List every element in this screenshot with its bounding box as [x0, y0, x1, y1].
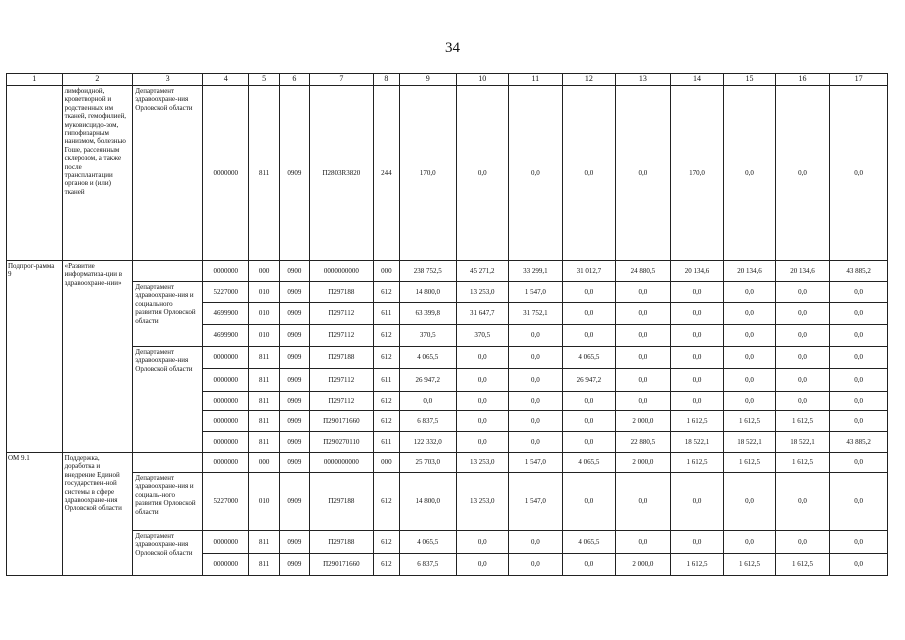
- value-cell: 811: [249, 432, 279, 453]
- value-cell: 2 000,0: [616, 453, 671, 473]
- value-cell: 1 612,5: [775, 411, 830, 432]
- value-cell: 0,0: [456, 347, 509, 369]
- value-cell: 0,0: [509, 347, 563, 369]
- executor-cell: [133, 453, 203, 473]
- value-cell: 010: [249, 282, 279, 303]
- value-cell: 0,0: [830, 411, 888, 432]
- value-cell: 0,0: [562, 432, 616, 453]
- value-cell: 0,0: [509, 531, 563, 554]
- value-cell: 010: [249, 325, 279, 347]
- value-cell: 0,0: [724, 369, 776, 392]
- value-cell: 0,0: [775, 392, 830, 411]
- value-cell: 0,0: [456, 369, 509, 392]
- column-header-3: 3: [133, 74, 203, 86]
- value-cell: П2803R3820: [310, 86, 374, 261]
- value-cell: 811: [249, 392, 279, 411]
- value-cell: 0,0: [670, 369, 724, 392]
- value-cell: 0,0: [616, 369, 671, 392]
- value-cell: 611: [373, 303, 399, 325]
- value-cell: 1 612,5: [775, 554, 830, 576]
- column-header-5: 5: [249, 74, 279, 86]
- value-cell: 0,0: [670, 473, 724, 531]
- value-cell: 811: [249, 554, 279, 576]
- value-cell: 0,0: [456, 432, 509, 453]
- value-cell: 2 000,0: [616, 411, 671, 432]
- column-header-12: 12: [562, 74, 616, 86]
- value-cell: 170,0: [670, 86, 724, 261]
- value-cell: 0,0: [616, 473, 671, 531]
- value-cell: 0,0: [775, 282, 830, 303]
- column-header-17: 17: [830, 74, 888, 86]
- program-cell: ОМ 9.1: [7, 453, 63, 576]
- value-cell: 0000000: [202, 411, 248, 432]
- value-cell: 0000000: [202, 554, 248, 576]
- value-cell: 0,0: [509, 554, 563, 576]
- value-cell: 1 612,5: [670, 453, 724, 473]
- value-cell: 0,0: [775, 325, 830, 347]
- value-cell: П290270110: [310, 432, 374, 453]
- description-cell: лимфоидной, кроветворной и родственных им тканей, гемофилией, муковисцидо-зом, гипофизарным нанизмом, болезнью Гоше, рассеянным склерозом, а также после трансплантации органов и (или) тканей: [62, 86, 133, 261]
- value-cell: 6 837,5: [399, 554, 456, 576]
- value-cell: 0,0: [616, 86, 671, 261]
- value-cell: 0,0: [509, 432, 563, 453]
- executor-cell: Департамент здравоохране-ния и социального развития Орловской области: [133, 282, 203, 347]
- value-cell: 811: [249, 86, 279, 261]
- value-cell: 0,0: [616, 347, 671, 369]
- value-cell: 0,0: [830, 86, 888, 261]
- value-cell: 244: [373, 86, 399, 261]
- value-cell: 000: [373, 261, 399, 282]
- value-cell: 0,0: [724, 86, 776, 261]
- value-cell: 0909: [279, 369, 309, 392]
- value-cell: 1 612,5: [724, 554, 776, 576]
- value-cell: 1 547,0: [509, 453, 563, 473]
- value-cell: 1 547,0: [509, 282, 563, 303]
- value-cell: П297112: [310, 369, 374, 392]
- value-cell: П297112: [310, 303, 374, 325]
- value-cell: 0,0: [562, 554, 616, 576]
- value-cell: 0,0: [724, 347, 776, 369]
- value-cell: 6 837,5: [399, 411, 456, 432]
- value-cell: 0,0: [775, 531, 830, 554]
- value-cell: П290171660: [310, 554, 374, 576]
- value-cell: 63 399,8: [399, 303, 456, 325]
- value-cell: П297188: [310, 531, 374, 554]
- value-cell: 0,0: [509, 325, 563, 347]
- executor-cell: [133, 261, 203, 282]
- column-header-4: 4: [202, 74, 248, 86]
- value-cell: 20 134,6: [775, 261, 830, 282]
- value-cell: 0,0: [509, 369, 563, 392]
- value-cell: 4 065,5: [562, 347, 616, 369]
- value-cell: 31 012,7: [562, 261, 616, 282]
- value-cell: 0,0: [456, 411, 509, 432]
- value-cell: П297112: [310, 392, 374, 411]
- value-cell: 0,0: [670, 303, 724, 325]
- value-cell: 0,0: [670, 531, 724, 554]
- value-cell: 0,0: [562, 473, 616, 531]
- value-cell: 18 522,1: [724, 432, 776, 453]
- value-cell: 2 000,0: [616, 554, 671, 576]
- value-cell: 0,0: [562, 325, 616, 347]
- value-cell: 0,0: [509, 411, 563, 432]
- value-cell: 1 612,5: [670, 411, 724, 432]
- value-cell: 612: [373, 392, 399, 411]
- value-cell: 000: [373, 453, 399, 473]
- value-cell: 0,0: [670, 392, 724, 411]
- value-cell: 0000000: [202, 531, 248, 554]
- value-cell: 0,0: [830, 325, 888, 347]
- value-cell: 0909: [279, 473, 309, 531]
- value-cell: 0000000: [202, 86, 248, 261]
- table-row: [7, 473, 888, 531]
- value-cell: 0909: [279, 303, 309, 325]
- value-cell: 0000000: [202, 453, 248, 473]
- page-number: 34: [445, 40, 460, 56]
- value-cell: 24 880,5: [616, 261, 671, 282]
- value-cell: 0909: [279, 282, 309, 303]
- value-cell: 0,0: [830, 392, 888, 411]
- column-header-14: 14: [670, 74, 724, 86]
- table-row: [7, 347, 888, 369]
- column-header-13: 13: [616, 74, 671, 86]
- program-cell: [7, 86, 63, 261]
- value-cell: 5227000: [202, 282, 248, 303]
- value-cell: 611: [373, 369, 399, 392]
- value-cell: 4 065,5: [399, 347, 456, 369]
- value-cell: 0,0: [399, 392, 456, 411]
- value-cell: 0,0: [562, 282, 616, 303]
- value-cell: 26 947,2: [399, 369, 456, 392]
- value-cell: 612: [373, 347, 399, 369]
- value-cell: 170,0: [399, 86, 456, 261]
- value-cell: 4699900: [202, 325, 248, 347]
- value-cell: 0,0: [724, 392, 776, 411]
- value-cell: 0909: [279, 453, 309, 473]
- value-cell: 0,0: [456, 554, 509, 576]
- value-cell: 612: [373, 554, 399, 576]
- description-cell: «Развитие информатиза-ции в здравоохране-нии»: [62, 261, 133, 453]
- column-header-8: 8: [373, 74, 399, 86]
- value-cell: 1 612,5: [724, 453, 776, 473]
- value-cell: 0909: [279, 347, 309, 369]
- executor-cell: Департамент здравоохране-ния и социаль-ного развития Орловской области: [133, 473, 203, 531]
- value-cell: 611: [373, 432, 399, 453]
- value-cell: 18 522,1: [775, 432, 830, 453]
- value-cell: 5227000: [202, 473, 248, 531]
- value-cell: 0909: [279, 432, 309, 453]
- value-cell: 0900: [279, 261, 309, 282]
- value-cell: 0000000: [202, 432, 248, 453]
- value-cell: 20 134,6: [724, 261, 776, 282]
- value-cell: 238 752,5: [399, 261, 456, 282]
- value-cell: 18 522,1: [670, 432, 724, 453]
- value-cell: 0,0: [830, 531, 888, 554]
- value-cell: 0000000000: [310, 453, 374, 473]
- value-cell: 0000000000: [310, 261, 374, 282]
- value-cell: 0,0: [456, 392, 509, 411]
- budget-table: [6, 73, 888, 576]
- value-cell: 0909: [279, 392, 309, 411]
- value-cell: 31 752,1: [509, 303, 563, 325]
- column-header-1: 1: [7, 74, 63, 86]
- value-cell: 45 271,2: [456, 261, 509, 282]
- value-cell: 0,0: [830, 453, 888, 473]
- value-cell: П290171660: [310, 411, 374, 432]
- value-cell: 20 134,6: [670, 261, 724, 282]
- value-cell: 0,0: [562, 303, 616, 325]
- value-cell: 0000000: [202, 261, 248, 282]
- value-cell: 811: [249, 531, 279, 554]
- value-cell: 0,0: [456, 531, 509, 554]
- header-row: [7, 74, 888, 86]
- value-cell: 13 253,0: [456, 282, 509, 303]
- value-cell: 4 065,5: [562, 531, 616, 554]
- value-cell: 0,0: [724, 282, 776, 303]
- value-cell: 0,0: [775, 473, 830, 531]
- value-cell: 0,0: [830, 347, 888, 369]
- value-cell: 0,0: [670, 347, 724, 369]
- program-cell: Подпрог-рамма 9: [7, 261, 63, 453]
- column-header-15: 15: [724, 74, 776, 86]
- value-cell: 0909: [279, 554, 309, 576]
- value-cell: 14 800,0: [399, 473, 456, 531]
- value-cell: 43 885,2: [830, 432, 888, 453]
- value-cell: 0,0: [616, 282, 671, 303]
- value-cell: 25 703,0: [399, 453, 456, 473]
- value-cell: 0,0: [830, 303, 888, 325]
- value-cell: 1 612,5: [724, 411, 776, 432]
- column-header-6: 6: [279, 74, 309, 86]
- value-cell: 0,0: [775, 369, 830, 392]
- executor-cell: Департамент здравоохране-ния Орловской области: [133, 531, 203, 576]
- value-cell: 612: [373, 282, 399, 303]
- value-cell: 0,0: [670, 325, 724, 347]
- value-cell: 4 065,5: [562, 453, 616, 473]
- table-row: [7, 282, 888, 303]
- value-cell: 13 253,0: [456, 473, 509, 531]
- value-cell: 0,0: [830, 282, 888, 303]
- value-cell: 0909: [279, 531, 309, 554]
- value-cell: 26 947,2: [562, 369, 616, 392]
- value-cell: П297112: [310, 325, 374, 347]
- value-cell: 0,0: [670, 282, 724, 303]
- value-cell: 0,0: [724, 531, 776, 554]
- value-cell: 122 332,0: [399, 432, 456, 453]
- value-cell: 010: [249, 303, 279, 325]
- column-header-9: 9: [399, 74, 456, 86]
- value-cell: 0909: [279, 86, 309, 261]
- value-cell: 0,0: [616, 303, 671, 325]
- value-cell: 0,0: [830, 473, 888, 531]
- value-cell: 0,0: [724, 303, 776, 325]
- column-header-16: 16: [775, 74, 830, 86]
- executor-cell: Департамент здравоохране-ния Орловской области: [133, 86, 203, 261]
- column-header-7: 7: [310, 74, 374, 86]
- value-cell: 33 299,1: [509, 261, 563, 282]
- value-cell: 0000000: [202, 392, 248, 411]
- table-row: [7, 261, 888, 282]
- value-cell: 4 065,5: [399, 531, 456, 554]
- value-cell: 0,0: [616, 325, 671, 347]
- value-cell: 811: [249, 347, 279, 369]
- value-cell: 0,0: [830, 369, 888, 392]
- value-cell: 0,0: [509, 392, 563, 411]
- value-cell: П297188: [310, 473, 374, 531]
- value-cell: 0,0: [616, 531, 671, 554]
- value-cell: 0,0: [616, 392, 671, 411]
- column-header-2: 2: [62, 74, 133, 86]
- value-cell: 0,0: [724, 473, 776, 531]
- value-cell: 010: [249, 473, 279, 531]
- value-cell: 811: [249, 411, 279, 432]
- value-cell: 1 612,5: [670, 554, 724, 576]
- value-cell: 370,5: [456, 325, 509, 347]
- value-cell: 0909: [279, 411, 309, 432]
- value-cell: 370,5: [399, 325, 456, 347]
- value-cell: 612: [373, 325, 399, 347]
- value-cell: 000: [249, 261, 279, 282]
- value-cell: 0909: [279, 325, 309, 347]
- value-cell: 43 885,2: [830, 261, 888, 282]
- value-cell: 612: [373, 411, 399, 432]
- value-cell: 0000000: [202, 347, 248, 369]
- column-header-10: 10: [456, 74, 509, 86]
- executor-cell: Департамент здравоохране-ния Орловской области: [133, 347, 203, 453]
- value-cell: 0,0: [724, 325, 776, 347]
- value-cell: 0,0: [562, 86, 616, 261]
- value-cell: 14 800,0: [399, 282, 456, 303]
- value-cell: 0,0: [456, 86, 509, 261]
- value-cell: 1 612,5: [775, 453, 830, 473]
- value-cell: 1 547,0: [509, 473, 563, 531]
- value-cell: 612: [373, 531, 399, 554]
- value-cell: 0,0: [775, 347, 830, 369]
- table-row: [7, 453, 888, 473]
- table-row: [7, 86, 888, 261]
- table-row: [7, 531, 888, 554]
- value-cell: 13 253,0: [456, 453, 509, 473]
- value-cell: 31 647,7: [456, 303, 509, 325]
- value-cell: 612: [373, 473, 399, 531]
- description-cell: Поддержка, доработка и внедрение Единой государствен-ной системы в сфере здравоохране-ния Орловской области: [62, 453, 133, 576]
- column-header-11: 11: [509, 74, 563, 86]
- value-cell: 000: [249, 453, 279, 473]
- value-cell: 811: [249, 369, 279, 392]
- value-cell: П297188: [310, 282, 374, 303]
- value-cell: 0,0: [775, 303, 830, 325]
- value-cell: 0,0: [509, 86, 563, 261]
- value-cell: П297188: [310, 347, 374, 369]
- value-cell: 0,0: [562, 392, 616, 411]
- value-cell: 0,0: [775, 86, 830, 261]
- value-cell: 0,0: [562, 411, 616, 432]
- value-cell: 0000000: [202, 369, 248, 392]
- value-cell: 4699900: [202, 303, 248, 325]
- value-cell: 22 880,5: [616, 432, 671, 453]
- value-cell: 0,0: [830, 554, 888, 576]
